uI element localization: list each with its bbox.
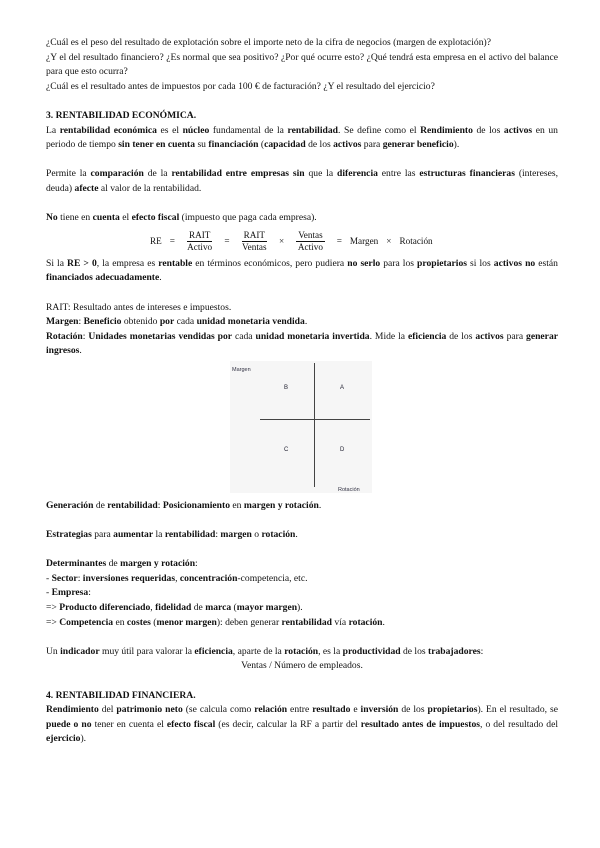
bold-run: eficiencia xyxy=(194,645,233,657)
bold-run: capacidad xyxy=(264,139,306,151)
text-run: (se calcula como xyxy=(182,704,255,716)
text-run: del xyxy=(98,704,117,716)
document-page xyxy=(46,36,558,747)
fraction-numerator: RAIT xyxy=(188,229,211,240)
rait-definition: RAIT: Resultado antes de intereses e impuestos. xyxy=(46,301,232,313)
bold-run: Margen xyxy=(46,316,79,328)
bold-run: unidad monetaria vendida xyxy=(196,316,305,328)
text-run: de xyxy=(106,558,121,570)
bold-run: comparación xyxy=(90,168,144,180)
bold-run: rotación xyxy=(348,616,383,628)
text-run: => xyxy=(46,616,60,628)
bold-run: No xyxy=(46,212,58,224)
text-run: : xyxy=(82,330,89,342)
chart-y-axis-label: Margen xyxy=(232,366,251,373)
bold-run: menor margen xyxy=(156,616,217,628)
chart-vertical-divider xyxy=(314,363,315,487)
section-3-title: 3. RENTABILIDAD ECONÓMICA. xyxy=(46,109,197,121)
text-run: , es la xyxy=(318,645,343,657)
bold-run: afecte xyxy=(74,182,99,194)
bold-run: Competencia xyxy=(59,616,114,628)
bold-run: Rendimiento xyxy=(420,124,473,136)
bold-run: rentable xyxy=(158,257,193,269)
bold-run: mayor margen xyxy=(236,602,298,614)
bold-run: generar beneficio xyxy=(382,139,454,151)
determinantes-heading xyxy=(46,557,558,572)
bold-run: puede o no xyxy=(46,718,92,730)
generacion-rentabilidad xyxy=(46,499,558,514)
quadrant-d-label: D xyxy=(340,446,345,453)
re-positive-note xyxy=(46,257,558,286)
fraction-denominator: Activo xyxy=(187,241,213,252)
formula-lhs: RE xyxy=(150,235,162,246)
text-run: - xyxy=(46,572,52,584)
text-run: ): deben generar xyxy=(216,616,282,628)
bold-run: margen y rotación xyxy=(120,558,196,570)
question-2: ¿Y el del resultado financiero? ¿Es normal que sea positivo? ¿Por qué ocurre esto? ¿Qué tendrá esta empresa en el activo del balance para que esto ocurra? xyxy=(46,51,558,78)
text-run: . xyxy=(318,499,322,511)
bold-run: relación xyxy=(254,704,288,716)
bold-run: resultado antes de impuestos xyxy=(360,718,481,730)
fraction-numerator: RAIT xyxy=(243,229,265,240)
bold-run: Estrategias xyxy=(46,529,92,541)
bold-run: financiados adecuadamente xyxy=(46,272,160,284)
bold-run: por xyxy=(159,316,175,328)
text-run: , o del resultado del xyxy=(480,718,558,730)
text-run: (intereses, deuda) xyxy=(46,168,558,194)
bold-run: indicador xyxy=(60,645,100,657)
re-definition xyxy=(46,124,558,153)
text-run: . xyxy=(79,345,82,357)
bold-run: activos xyxy=(475,330,504,342)
bold-run: propietarios xyxy=(417,257,467,269)
fraction-ventas-activo xyxy=(296,230,325,253)
bold-run: fidelidad xyxy=(155,602,192,614)
formula-margen: Margen xyxy=(349,235,379,246)
text-run: su xyxy=(195,139,209,151)
text-run: de la xyxy=(143,168,172,180)
text-run: : xyxy=(78,316,84,328)
formula-equals-3: = xyxy=(336,235,342,246)
re-comparison xyxy=(46,167,558,196)
text-run: de los xyxy=(398,704,428,716)
bold-run: Rendimiento xyxy=(46,704,99,716)
bold-run: diferencia xyxy=(337,168,378,180)
text-run: o xyxy=(251,529,262,541)
bold-run: unidad monetaria invertida xyxy=(255,330,370,342)
text-run: al valor de la rentabilidad. xyxy=(98,182,202,194)
bold-run: margen xyxy=(220,529,252,541)
text-run: para los xyxy=(380,257,418,269)
fraction-denominator: Ventas xyxy=(242,241,267,252)
text-run: entre xyxy=(287,704,313,716)
determinante-empresa xyxy=(46,586,558,601)
text-run: vía xyxy=(332,616,349,628)
formula-times-2: × xyxy=(386,235,392,246)
text-run: para xyxy=(503,330,527,342)
text-run: (es decir, calcular la RF a partir del xyxy=(215,718,361,730)
productividad-indicador xyxy=(46,645,558,660)
fraction-rait-activo xyxy=(187,230,212,253)
bold-run: Beneficio xyxy=(83,316,122,328)
text-run: entre las xyxy=(377,168,420,180)
bold-run: rentabilidad xyxy=(107,499,158,511)
text-run: en xyxy=(113,616,127,628)
text-run: cada xyxy=(174,316,197,328)
text-run: de xyxy=(93,499,108,511)
text-run: , la empresa es xyxy=(96,257,159,269)
text-run: : xyxy=(195,558,198,570)
text-run: tener en cuenta el xyxy=(91,718,167,730)
bold-run: Empresa xyxy=(51,587,89,599)
margen-definition xyxy=(46,315,558,330)
text-run: e xyxy=(350,704,361,716)
text-run: : xyxy=(88,587,91,599)
bold-run: marca xyxy=(205,602,232,614)
bold-run: estructuras financieras xyxy=(419,168,515,180)
formula-rotacion: Rotación xyxy=(399,235,433,246)
text-run: -competencia, etc. xyxy=(237,572,308,584)
text-run: . xyxy=(304,316,308,328)
bold-run: aumentar xyxy=(113,529,154,541)
text-run: si los xyxy=(466,257,494,269)
determinante-sector xyxy=(46,572,558,587)
text-run: en un periodo de tiempo xyxy=(46,124,558,151)
empresa-competencia-costes xyxy=(46,616,558,631)
text-run: ( xyxy=(231,602,237,614)
bold-run: Determinantes xyxy=(46,558,107,570)
bold-run: rentabilidad entre empresas sin xyxy=(171,168,305,180)
estrategias xyxy=(46,528,558,543)
text-run: : xyxy=(215,529,221,541)
bold-run: Rotación xyxy=(46,330,83,342)
text-run: que la xyxy=(304,168,338,180)
text-run: ). xyxy=(297,602,303,614)
text-run: ). xyxy=(453,139,460,151)
text-run: de los xyxy=(446,330,476,342)
text-run: (impuesto que paga cada empresa). xyxy=(179,212,317,224)
text-run: , aparte de la xyxy=(232,645,285,657)
text-run: para xyxy=(361,139,383,151)
fraction-numerator: Ventas xyxy=(298,229,323,240)
text-run: , xyxy=(150,602,156,614)
text-run: Permite la xyxy=(46,168,91,180)
bold-run: eficiencia xyxy=(407,330,447,342)
re-fiscal-effect xyxy=(46,211,558,226)
text-run: : xyxy=(77,572,83,584)
chart-horizontal-divider xyxy=(260,419,370,420)
bold-run: margen y rotación xyxy=(243,499,319,511)
text-run: para xyxy=(91,529,114,541)
text-run: cada xyxy=(232,330,256,342)
text-run: => xyxy=(46,602,60,614)
text-run: : xyxy=(157,499,163,511)
bold-run: RE > 0 xyxy=(67,257,97,269)
text-run: - xyxy=(46,587,52,599)
text-run: ( xyxy=(258,139,265,151)
bold-run: trabajadores xyxy=(428,645,481,657)
bold-run: núcleo xyxy=(182,124,210,136)
text-run: Un xyxy=(46,645,61,657)
text-run: en xyxy=(230,499,244,511)
text-run: de los xyxy=(305,139,334,151)
text-run: , xyxy=(175,572,180,584)
bold-run: activos xyxy=(333,139,362,151)
bold-run: resultado xyxy=(312,704,351,716)
text-run: . xyxy=(295,529,298,541)
re-formula xyxy=(46,226,558,257)
text-run: de los xyxy=(472,124,504,136)
formula-equals-2: = xyxy=(224,235,230,246)
quadrant-a-label: A xyxy=(340,384,345,391)
margin-rotation-quadrant-chart xyxy=(230,361,372,493)
bold-run: sin tener en cuenta xyxy=(118,139,196,151)
productividad-formula: Ventas / Número de empleados. xyxy=(241,660,363,672)
text-run: la xyxy=(153,529,165,541)
text-run: es el xyxy=(156,124,183,136)
text-run: ). xyxy=(80,733,87,745)
question-1: ¿Cuál es el peso del resultado de explotación sobre el importe neto de la cifra de negocios (margen de explotación)? xyxy=(46,37,491,48)
quadrant-b-label: B xyxy=(284,384,289,391)
text-run: tiene en xyxy=(57,212,93,224)
bold-run: rentabilidad xyxy=(164,529,216,541)
bold-run: financiación xyxy=(208,139,259,151)
bold-run: activos xyxy=(503,124,533,136)
bold-run: efecto fiscal xyxy=(131,212,180,224)
empresa-producto-diferenciado xyxy=(46,601,558,616)
formula-equals-1: = xyxy=(169,235,175,246)
text-run: muy útil para valorar la xyxy=(99,645,195,657)
bold-run: rentabilidad económica xyxy=(59,124,157,136)
bold-run: rotación xyxy=(284,645,319,657)
bold-run: productividad xyxy=(342,645,401,657)
text-run: de los xyxy=(400,645,429,657)
formula-times-1: × xyxy=(279,235,285,246)
bold-run: cuenta xyxy=(92,212,120,224)
text-run: ). En el resultado, se xyxy=(477,704,558,716)
bold-run: inversión xyxy=(360,704,399,716)
text-run: en términos económicos, pero pudiera xyxy=(192,257,348,269)
section-4-title: 4. RENTABILIDAD FINANCIERA. xyxy=(46,689,196,701)
text-run: . Se define como el xyxy=(338,124,421,136)
chart-x-axis-label: Rotación xyxy=(338,486,360,493)
bold-run: costes xyxy=(126,616,151,628)
text-run: fundamental de la xyxy=(209,124,288,136)
text-run: La xyxy=(46,124,60,136)
bold-run: concentración xyxy=(179,572,238,584)
bold-run: rentabilidad xyxy=(281,616,333,628)
bold-run: Unidades monetarias vendidas por xyxy=(88,330,233,342)
quadrant-c-label: C xyxy=(284,446,289,453)
fraction-denominator: Activo xyxy=(297,241,323,252)
text-run: de xyxy=(191,602,206,614)
text-run: el xyxy=(119,212,132,224)
text-run: Si la xyxy=(46,257,68,269)
bold-run: rentabilidad xyxy=(287,124,338,136)
text-run: ( xyxy=(150,616,157,628)
text-run: : xyxy=(480,645,484,657)
rotacion-definition xyxy=(46,330,558,359)
bold-run: ejercicio xyxy=(46,733,81,745)
bold-run: Generación xyxy=(46,499,94,511)
bold-run: no serlo xyxy=(347,257,381,269)
text-run: . Mide la xyxy=(369,330,408,342)
bold-run: activos no xyxy=(493,257,536,269)
text-run: obtenido xyxy=(121,316,160,328)
bold-run: efecto fiscal xyxy=(166,718,216,730)
bold-run: Posicionamiento xyxy=(162,499,231,511)
bold-run: patrimonio neto xyxy=(116,704,183,716)
text-run: . xyxy=(159,272,162,284)
fraction-rait-ventas xyxy=(242,230,267,253)
bold-run: Sector xyxy=(51,572,78,584)
bold-run: inversiones requeridas xyxy=(82,572,176,584)
rf-definition xyxy=(46,703,558,747)
bold-run: propietarios xyxy=(427,704,478,716)
bold-run: rotación xyxy=(261,529,296,541)
bold-run: Producto diferenciado xyxy=(59,602,151,614)
question-3: ¿Cuál es el resultado antes de impuestos por cada 100 € de facturación? ¿Y el resultado del ejercicio? xyxy=(46,80,435,92)
text-run: . xyxy=(382,616,385,628)
text-run: están xyxy=(535,257,558,269)
bold-run: generar ingresos xyxy=(46,330,558,357)
